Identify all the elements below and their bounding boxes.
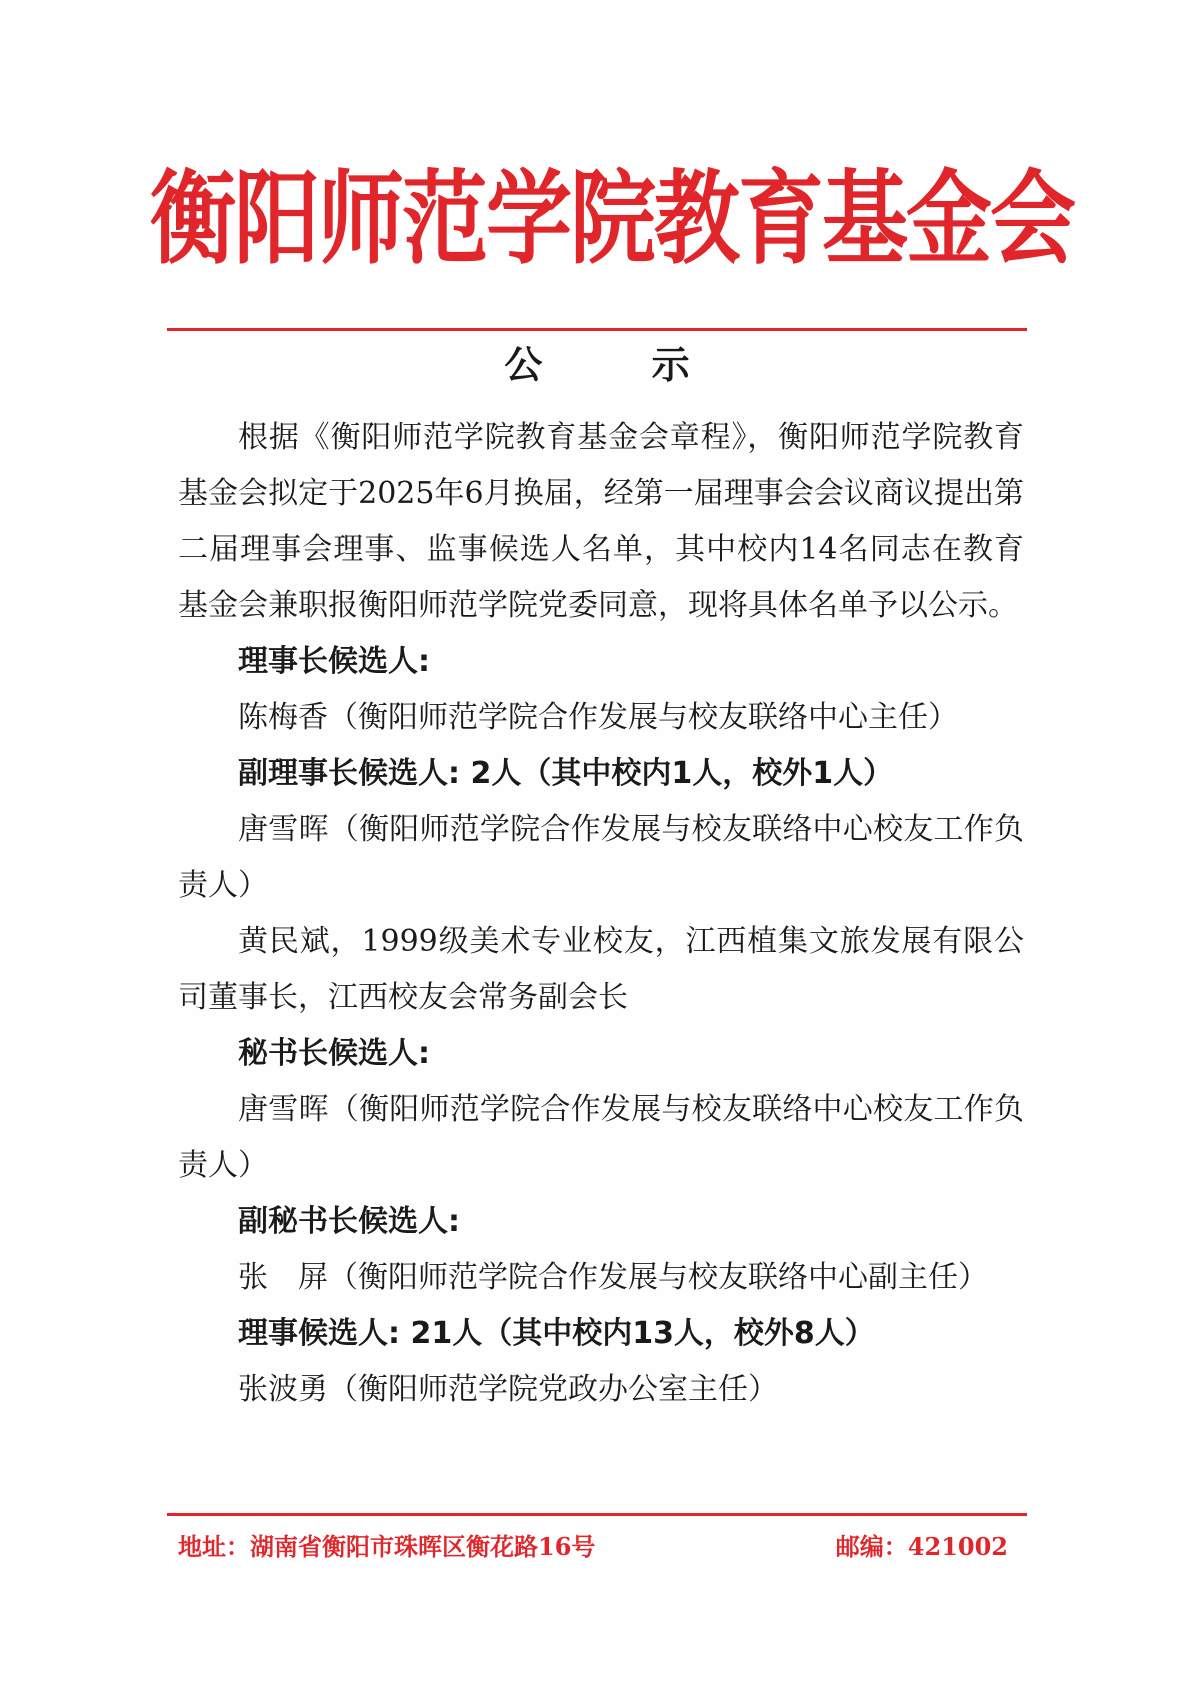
candidate-entry: 黄民斌，1999级美术专业校友，江西植集文旅发展有限公司董事长，江西校友会常务副会长	[178, 924, 1024, 1015]
candidate-entry: 唐雪晖（衡阳师范学院合作发展与校友联络中心校友工作负责人）	[178, 812, 1024, 903]
section-heading-chairman: 理事长候选人:	[238, 644, 430, 679]
footer-red-rule	[167, 1513, 1027, 1516]
notice-body	[178, 410, 1024, 1418]
footer	[178, 1527, 1008, 1567]
letterhead-title: 衡阳师范学院教育基金会	[150, 161, 1074, 279]
candidate-entry: 张 屏（衡阳师范学院合作发展与校友联络中心副主任）	[238, 1260, 988, 1295]
section-heading-secretary-general: 秘书长候选人:	[238, 1036, 430, 1071]
footer-postcode: 邮编：421002	[835, 1532, 1008, 1561]
letterhead-red-rule	[167, 328, 1027, 331]
notice-title: 公 示	[504, 342, 738, 387]
section-heading-deputy-secretary-general: 副秘书长候选人:	[238, 1204, 460, 1239]
section-heading-directors: 理事候选人: 21人（其中校内13人，校外8人）	[238, 1316, 875, 1351]
section-heading-vice-chairman: 副理事长候选人: 2人（其中校内1人，校外1人）	[238, 756, 894, 791]
candidate-entry: 唐雪晖（衡阳师范学院合作发展与校友联络中心校友工作负责人）	[178, 1092, 1024, 1183]
footer-address: 地址：湖南省衡阳市珠晖区衡花路16号	[178, 1532, 596, 1561]
candidate-entry: 张波勇（衡阳师范学院党政办公室主任）	[238, 1372, 778, 1407]
candidate-entry: 陈梅香（衡阳师范学院合作发展与校友联络中心主任）	[238, 700, 958, 735]
intro-paragraph: 根据《衡阳师范学院教育基金会章程》，衡阳师范学院教育基金会拟定于2025年6月换届，经第一届理事会会议商议提出第二届理事会理事、监事候选人名单，其中校内14名同志在教育基金会兼职报衡阳师范学院党委同意，现将具体名单予以公示。	[178, 420, 1024, 623]
